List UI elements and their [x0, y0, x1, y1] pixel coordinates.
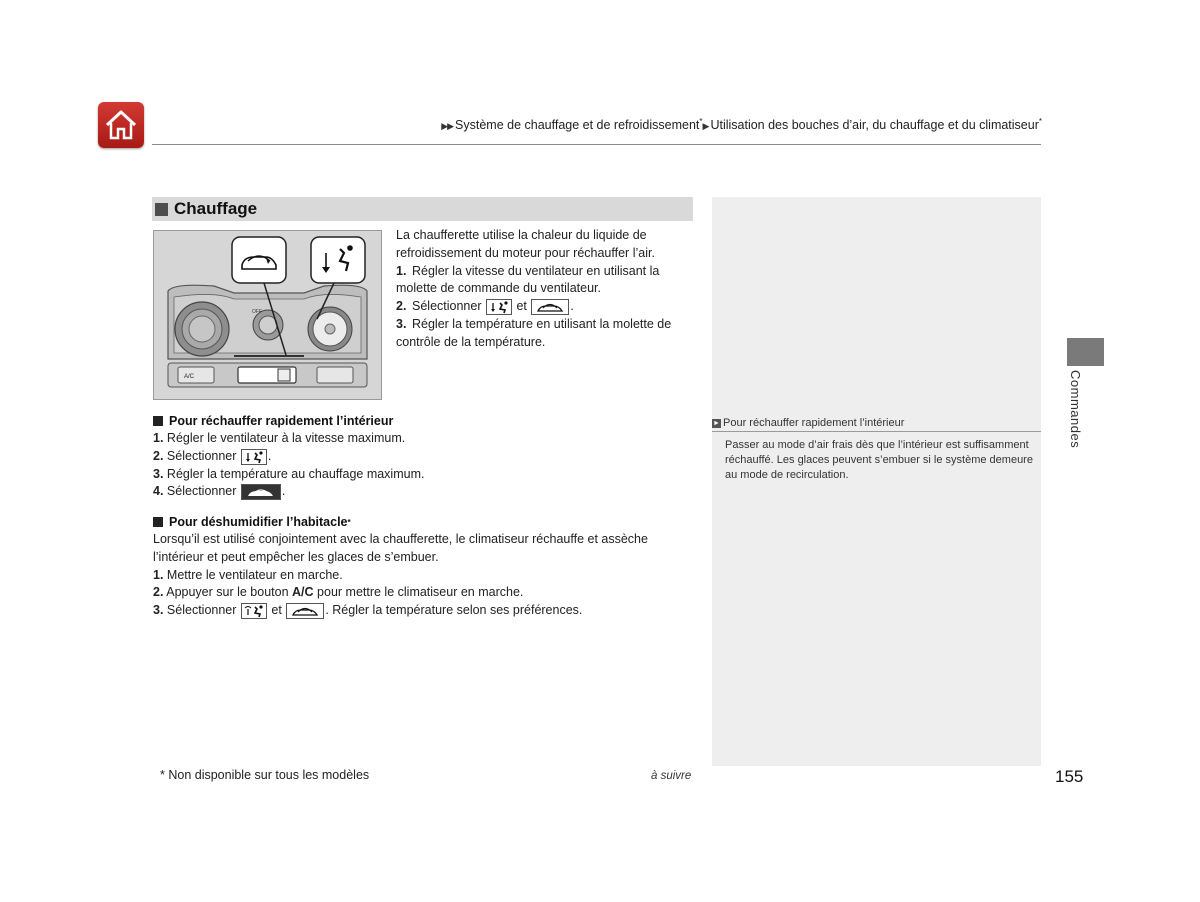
continued-label: à suivre — [651, 770, 692, 782]
page-number: 155 — [1055, 767, 1084, 786]
ac-button-label: A/C — [292, 585, 314, 600]
breadcrumb-arrow-icon: ▶▶ — [441, 121, 454, 132]
step-item: 3. Sélectionner et . Régler la température selon ses préférences. — [153, 603, 583, 618]
step-item: 1. Régler la vitesse du ventilateur en utilisant la molette de commande du ventilateur. — [396, 263, 660, 296]
header-divider — [152, 144, 1041, 145]
floor-vent-icon — [486, 299, 512, 315]
home-icon — [104, 109, 138, 141]
climate-panel-illustration — [153, 230, 382, 400]
intro-text: La chaufferette utilise la chaleur du liquide de refroidissement du moteur pour réchauffer l’air. — [396, 228, 655, 260]
breadcrumb-link-vents[interactable]: Utilisation des bouches d’air, du chauffage et du climatiseur — [710, 118, 1039, 133]
ac-label: A/C — [184, 374, 195, 380]
floor-defrost-vent-icon — [241, 603, 267, 619]
step-item: 1. Mettre le ventilateur en marche. — [153, 567, 343, 582]
section-square-icon — [155, 203, 168, 216]
breadcrumb-asterisk: * — [1038, 117, 1042, 126]
step-item: 2. Sélectionner et . — [396, 299, 574, 314]
section-title: Chauffage — [174, 199, 258, 218]
heating-instructions — [396, 227, 696, 352]
recirculation-icon — [286, 603, 324, 619]
dehumidify-section — [153, 515, 698, 620]
breadcrumb — [441, 117, 1042, 132]
recirculation-icon — [531, 299, 569, 315]
chapter-tab[interactable] — [1067, 338, 1104, 366]
breadcrumb-arrow-icon: ▶ — [702, 121, 709, 132]
side-note-title: ► Pour réchauffer rapidement l’intérieur — [712, 417, 1041, 432]
step-item: 1. Régler le ventilateur à la vitesse maximum. — [153, 431, 406, 445]
breadcrumb-link-heating[interactable]: Système de chauffage et de refroidissement — [455, 118, 700, 133]
square-bullet-icon — [153, 517, 163, 527]
chapter-tab-label[interactable]: Commandes — [1068, 370, 1083, 449]
square-bullet-icon — [153, 416, 163, 426]
step-item: 2. Sélectionner . — [153, 448, 272, 463]
footnote: * Non disponible sur tous les modèles — [160, 768, 370, 782]
home-button[interactable] — [98, 102, 144, 148]
section-heading — [152, 197, 693, 221]
step-item: 2. Appuyer sur le bouton A/C pour mettre le climatiseur en marche. — [153, 585, 524, 600]
dehumidify-heading: Pour déshumidifier l’habitacle * — [153, 515, 698, 529]
breadcrumb-asterisk: * — [699, 117, 703, 126]
note-marker-icon: ► — [713, 419, 720, 427]
quick-heat-section — [153, 414, 693, 501]
floor-vent-icon — [241, 449, 267, 465]
step-item: 3. Régler la température en utilisant la molette de contrôle de la température. — [396, 316, 672, 349]
off-label: OFF — [252, 309, 262, 315]
side-note-text: Passer au mode d’air frais dès que l’intérieur est suffisamment réchauffé. Les glaces peuvent s’embuer si le système demeure au mode de recirculation. — [725, 439, 1033, 482]
step-item: 4. Sélectionner . — [153, 484, 286, 499]
recirculation-active-icon — [241, 484, 281, 500]
quick-heat-heading: Pour réchauffer rapidement l’intérieur — [153, 414, 693, 428]
step-item: 3. Régler la température au chauffage maximum. — [153, 466, 425, 481]
dehumidify-paragraph: Lorsqu’il est utilisé conjointement avec la chaufferette, le climatiseur réchauffe et assèche l’intérieur et peut empêcher les glaces de s’embuer. — [153, 532, 648, 564]
